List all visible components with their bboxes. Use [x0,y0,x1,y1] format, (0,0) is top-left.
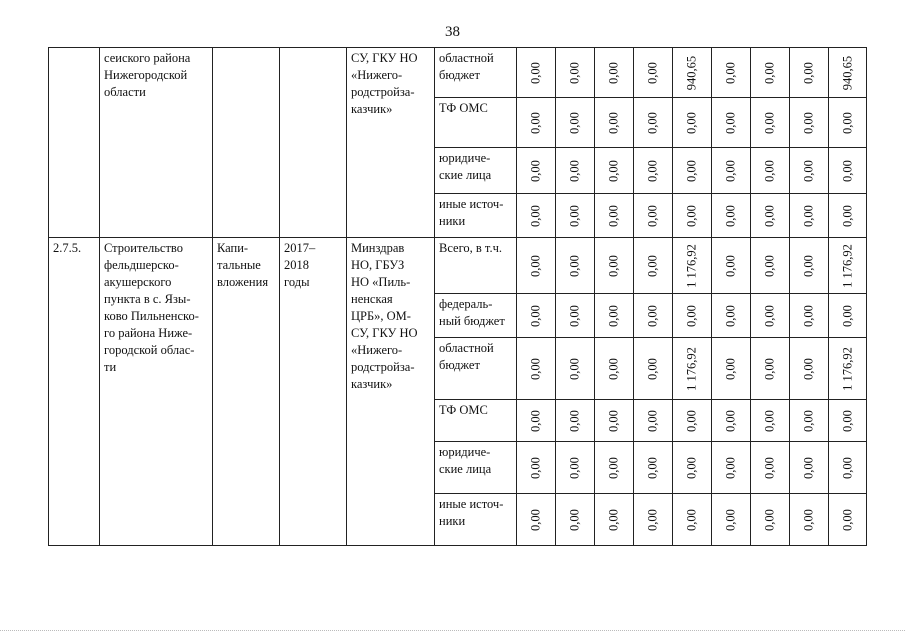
value-cell [712,194,751,238]
value-cell [673,238,712,294]
value-cell [595,294,634,338]
value-text: 0,00 [840,159,854,182]
value-cell [634,294,673,338]
value-text: 0,00 [645,508,660,531]
value-text: 0,00 [801,61,816,84]
funding-source: юридиче- ские лица [435,442,517,494]
value-text: 0,00 [684,159,699,182]
value-cell [556,494,595,546]
value-cell [751,148,790,194]
value-cell [712,294,751,338]
funding-source: юридиче- ские лица [435,148,517,194]
funding-source: ТФ ОМС [435,400,517,442]
value-cell [790,148,829,194]
value-cell [712,238,751,294]
value-cell [634,238,673,294]
value-text: 0,00 [684,204,699,227]
value-cell [634,148,673,194]
value-text: 0,00 [645,159,660,182]
value-text: 0,00 [528,159,543,182]
value-cell [634,48,673,98]
value-text: 0,00 [723,61,738,84]
value-text: 0,00 [723,254,738,277]
page-number: 38 [445,24,460,40]
value-cell [673,148,712,194]
value-cell [517,98,556,148]
value-cell [556,194,595,238]
value-text: 0,00 [723,357,738,380]
funding-source: иные источ- ники [435,494,517,546]
value-cell [829,238,867,294]
funding-source: областной бюджет [435,48,517,98]
budget-table-body [49,48,867,546]
value-cell [517,494,556,546]
value-cell [829,442,867,494]
value-cell [712,148,751,194]
value-cell [517,294,556,338]
scan-noise-line [0,630,905,632]
value-text: 0,00 [762,304,777,327]
value-text: 0,00 [723,508,738,531]
value-text: 0,00 [606,456,621,479]
value-text: 0,00 [840,304,854,327]
value-cell [634,442,673,494]
value-text: 0,00 [606,204,621,227]
value-text: 0,00 [528,409,543,432]
value-cell [751,400,790,442]
value-cell [790,338,829,400]
value-cell [673,338,712,400]
item-type: Капи- тальные вложения [213,238,280,546]
budget-table [48,47,867,546]
value-text: 0,00 [801,159,816,182]
value-cell [556,400,595,442]
value-text: 0,00 [801,357,816,380]
value-cell [595,148,634,194]
value-text: 0,00 [606,508,621,531]
value-cell [790,98,829,148]
value-text: 0,00 [606,111,621,134]
funding-source: ТФ ОМС [435,98,517,148]
value-text: 1 176,92 [684,243,699,288]
value-text: 0,00 [801,111,816,134]
item-number [49,48,100,238]
value-cell [556,48,595,98]
value-cell [673,48,712,98]
table-row [49,48,867,98]
value-text: 0,00 [801,204,816,227]
value-text: 0,00 [567,409,582,432]
value-cell [790,48,829,98]
value-cell [595,442,634,494]
value-text: 0,00 [840,204,854,227]
value-cell [790,294,829,338]
value-text: 0,00 [606,304,621,327]
value-text: 0,00 [528,204,543,227]
value-text: 0,00 [567,61,582,84]
value-text: 1 176,92 [840,243,854,288]
value-text: 0,00 [801,456,816,479]
value-text: 0,00 [528,304,543,327]
value-cell [829,294,867,338]
value-cell [712,400,751,442]
value-text: 1 176,92 [684,346,699,391]
value-text: 0,00 [762,409,777,432]
value-cell [595,194,634,238]
value-text: 0,00 [567,159,582,182]
value-cell [790,442,829,494]
value-cell [751,48,790,98]
item-name: Строительство фельдшерско- акушерского пункта в с. Язы- ково Пильненско- го района Ниже- городской облас- ти [100,238,213,546]
value-text: 0,00 [645,304,660,327]
value-cell [712,48,751,98]
value-cell [673,294,712,338]
value-text: 0,00 [528,254,543,277]
funding-source: Всего, в т.ч. [435,238,517,294]
value-text: 0,00 [723,456,738,479]
value-cell [517,400,556,442]
value-cell [829,494,867,546]
value-text: 0,00 [762,204,777,227]
value-text: 0,00 [801,409,816,432]
value-cell [556,442,595,494]
value-text: 0,00 [528,61,543,84]
value-cell [673,442,712,494]
value-text: 0,00 [528,456,543,479]
value-text: 0,00 [567,304,582,327]
value-cell [829,400,867,442]
value-cell [595,338,634,400]
value-text: 0,00 [723,304,738,327]
value-cell [556,294,595,338]
value-cell [751,494,790,546]
value-text: 940,65 [684,55,699,90]
value-text: 0,00 [645,409,660,432]
value-text: 0,00 [567,456,582,479]
value-cell [829,48,867,98]
value-cell [556,338,595,400]
value-text: 0,00 [606,159,621,182]
value-text: 0,00 [645,61,660,84]
value-text: 0,00 [723,204,738,227]
value-text: 0,00 [723,409,738,432]
item-responsible: Минздрав НО, ГБУЗ НО «Пиль- ненская ЦРБ», ОМ- СУ, ГКУ НО «Нижего- родстройза- казчик» [347,238,435,546]
value-text: 0,00 [645,357,660,380]
value-cell [595,494,634,546]
value-text: 0,00 [567,111,582,134]
table-row [49,238,867,294]
value-cell [517,338,556,400]
value-cell [751,194,790,238]
value-text: 0,00 [567,204,582,227]
value-text: 0,00 [645,456,660,479]
value-cell [712,338,751,400]
funding-source: иные источ- ники [435,194,517,238]
value-cell [712,442,751,494]
value-text: 0,00 [684,456,699,479]
value-text: 0,00 [723,111,738,134]
value-text: 0,00 [840,456,854,479]
value-cell [556,148,595,194]
value-text: 0,00 [606,61,621,84]
value-cell [634,98,673,148]
value-cell [634,194,673,238]
value-text: 0,00 [762,357,777,380]
value-text: 0,00 [528,357,543,380]
value-text: 0,00 [606,254,621,277]
value-cell [517,194,556,238]
value-cell [751,238,790,294]
value-cell [829,194,867,238]
value-text: 0,00 [606,409,621,432]
value-cell [556,238,595,294]
value-text: 0,00 [567,357,582,380]
value-cell [595,98,634,148]
value-cell [634,400,673,442]
value-cell [634,338,673,400]
value-cell [751,98,790,148]
value-cell [517,148,556,194]
value-cell [790,194,829,238]
funding-source: федераль- ный бюджет [435,294,517,338]
value-text: 0,00 [567,508,582,531]
value-text: 0,00 [645,254,660,277]
value-cell [790,400,829,442]
item-period [280,48,347,238]
value-text: 0,00 [762,61,777,84]
value-text: 0,00 [645,204,660,227]
value-cell [829,98,867,148]
item-number: 2.7.5. [49,238,100,546]
value-cell [517,442,556,494]
value-cell [595,238,634,294]
item-responsible: СУ, ГКУ НО «Нижего- родстройза- казчик» [347,48,435,238]
value-text: 0,00 [645,111,660,134]
value-cell [751,442,790,494]
item-type [213,48,280,238]
value-text: 0,00 [723,159,738,182]
value-text: 0,00 [801,254,816,277]
value-text: 0,00 [762,111,777,134]
value-cell [673,494,712,546]
value-cell [712,494,751,546]
value-text: 940,65 [840,55,854,90]
value-cell [790,494,829,546]
value-cell [634,494,673,546]
value-cell [517,48,556,98]
value-text: 0,00 [840,508,854,531]
funding-source: областной бюджет [435,338,517,400]
item-name: сеиского района Нижегородской области [100,48,213,238]
value-cell [595,48,634,98]
value-cell [517,238,556,294]
value-text: 0,00 [840,111,854,134]
value-cell [751,338,790,400]
value-text: 0,00 [762,508,777,531]
value-cell [595,400,634,442]
value-text: 0,00 [762,254,777,277]
value-text: 1 176,92 [840,346,854,391]
value-text: 0,00 [801,304,816,327]
value-text: 0,00 [684,304,699,327]
value-cell [790,238,829,294]
value-text: 0,00 [801,508,816,531]
value-text: 0,00 [684,409,699,432]
value-text: 0,00 [528,111,543,134]
value-cell [712,98,751,148]
value-text: 0,00 [762,456,777,479]
value-cell [829,338,867,400]
value-cell [556,98,595,148]
item-period: 2017– 2018 годы [280,238,347,546]
value-cell [751,294,790,338]
value-cell [673,98,712,148]
value-text: 0,00 [528,508,543,531]
value-text: 0,00 [762,159,777,182]
value-text: 0,00 [840,409,854,432]
value-cell [673,194,712,238]
value-text: 0,00 [606,357,621,380]
value-cell [673,400,712,442]
value-text: 0,00 [567,254,582,277]
value-text: 0,00 [684,508,699,531]
value-text: 0,00 [684,111,699,134]
value-cell [829,148,867,194]
